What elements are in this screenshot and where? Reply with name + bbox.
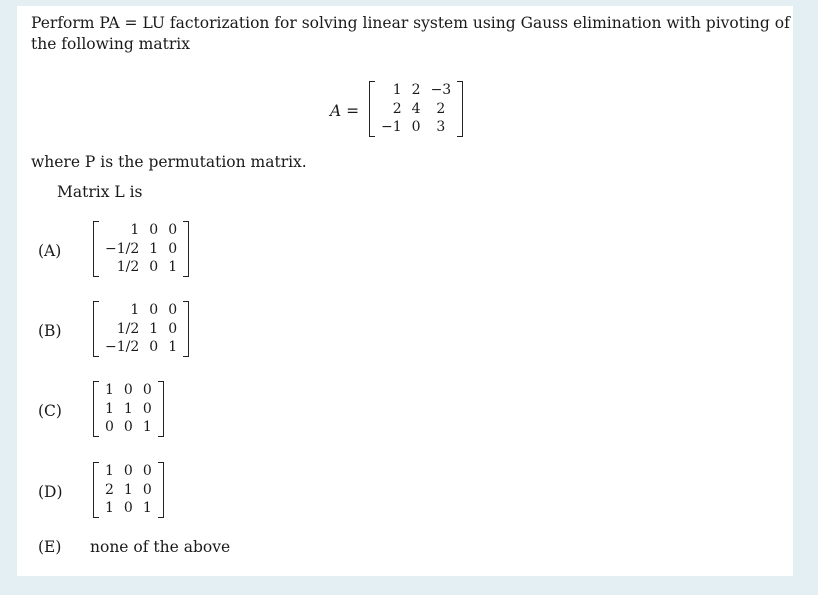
matrix-cell: 0: [142, 463, 152, 479]
matrix-row: [100, 400, 157, 419]
matrix-cell: 1: [149, 240, 159, 257]
matrix-cell: 0: [149, 259, 159, 275]
matrix-cell: 1: [142, 500, 152, 516]
option-a-label[interactable]: (A): [38, 242, 62, 260]
stem-line-2: the following matrix: [31, 35, 190, 53]
matrix-cell: 1: [123, 481, 133, 498]
matrix-row: [100, 499, 157, 518]
matrix-cell: 1: [392, 82, 402, 98]
option-e-text[interactable]: none of the above: [90, 538, 231, 556]
matrix-cell: 1: [105, 463, 114, 479]
matrix-cell: 1: [168, 259, 178, 275]
matrix-row: [100, 240, 182, 259]
where-text: where P is the permutation matrix.: [31, 153, 307, 171]
matrix-row: [100, 481, 157, 500]
matrix-cell: 0: [123, 463, 133, 479]
matrix-row: [100, 221, 182, 240]
option-b-matrix[interactable]: [93, 301, 189, 357]
matrix-cell: 0: [149, 339, 159, 355]
matrix-cell: 0: [123, 382, 133, 398]
matrix-row: [376, 118, 456, 137]
matrix-row: [100, 338, 182, 357]
matrix-row: [100, 258, 182, 277]
question-prompt: Matrix L is: [57, 183, 143, 201]
matrix-cell: 2: [411, 82, 421, 98]
matrix-cell: 2: [392, 100, 402, 117]
matrix-cell: 0: [168, 240, 178, 257]
matrix-row: [376, 81, 456, 100]
equation-lhs: A =: [330, 102, 360, 120]
matrix-cell: 3: [436, 119, 446, 135]
matrix-cell: 0: [149, 302, 159, 318]
matrix-cell: 1: [149, 320, 159, 337]
matrix-cell: 1: [130, 222, 140, 238]
matrix-cell: 2: [105, 481, 114, 498]
option-e-label[interactable]: (E): [38, 538, 62, 556]
matrix-cell: 1: [142, 419, 152, 435]
matrix-cell: 1: [168, 339, 178, 355]
matrix-cell: 0: [142, 400, 152, 417]
matrix-cell: 1: [105, 400, 114, 417]
option-c-matrix[interactable]: [93, 381, 164, 437]
matrix-row: [100, 320, 182, 339]
matrix-a: [369, 81, 463, 137]
matrix-cell: −1/2: [105, 240, 140, 257]
matrix-row: [376, 100, 456, 119]
matrix-cell: 0: [168, 320, 178, 337]
matrix-row: [100, 418, 157, 437]
matrix-cell: 0: [123, 419, 133, 435]
matrix-cell: 1/2: [116, 259, 140, 275]
matrix-row: [100, 462, 157, 481]
question-card: [17, 6, 793, 576]
matrix-cell: −1: [381, 119, 402, 135]
matrix-row: [100, 301, 182, 320]
matrix-cell: 1/2: [116, 320, 140, 337]
matrix-cell: 4: [411, 100, 421, 117]
matrix-cell: 0: [168, 302, 178, 318]
option-a-matrix[interactable]: [93, 221, 189, 277]
matrix-cell: 2: [436, 100, 446, 117]
matrix-cell: 1: [105, 500, 114, 516]
matrix-cell: −3: [430, 82, 452, 98]
option-d-label[interactable]: (D): [38, 483, 63, 501]
matrix-cell: 1: [130, 302, 140, 318]
matrix-cell: 0: [142, 382, 152, 398]
matrix-cell: −1/2: [105, 339, 140, 355]
option-c-label[interactable]: (C): [38, 402, 62, 420]
question-stem: [31, 13, 791, 55]
matrix-row: [100, 381, 157, 400]
matrix-cell: 0: [411, 119, 421, 135]
option-b-label[interactable]: (B): [38, 322, 62, 340]
option-d-matrix[interactable]: [93, 462, 164, 518]
matrix-cell: 0: [142, 481, 152, 498]
matrix-cell: 0: [123, 500, 133, 516]
matrix-cell: 0: [149, 222, 159, 238]
stem-line-1: Perform PA = LU factorization for solving linear system using Gauss elimination with pivoting of: [31, 14, 790, 32]
matrix-cell: 1: [123, 400, 133, 417]
matrix-cell: 0: [105, 419, 114, 435]
matrix-cell: 1: [105, 382, 114, 398]
matrix-cell: 0: [168, 222, 178, 238]
